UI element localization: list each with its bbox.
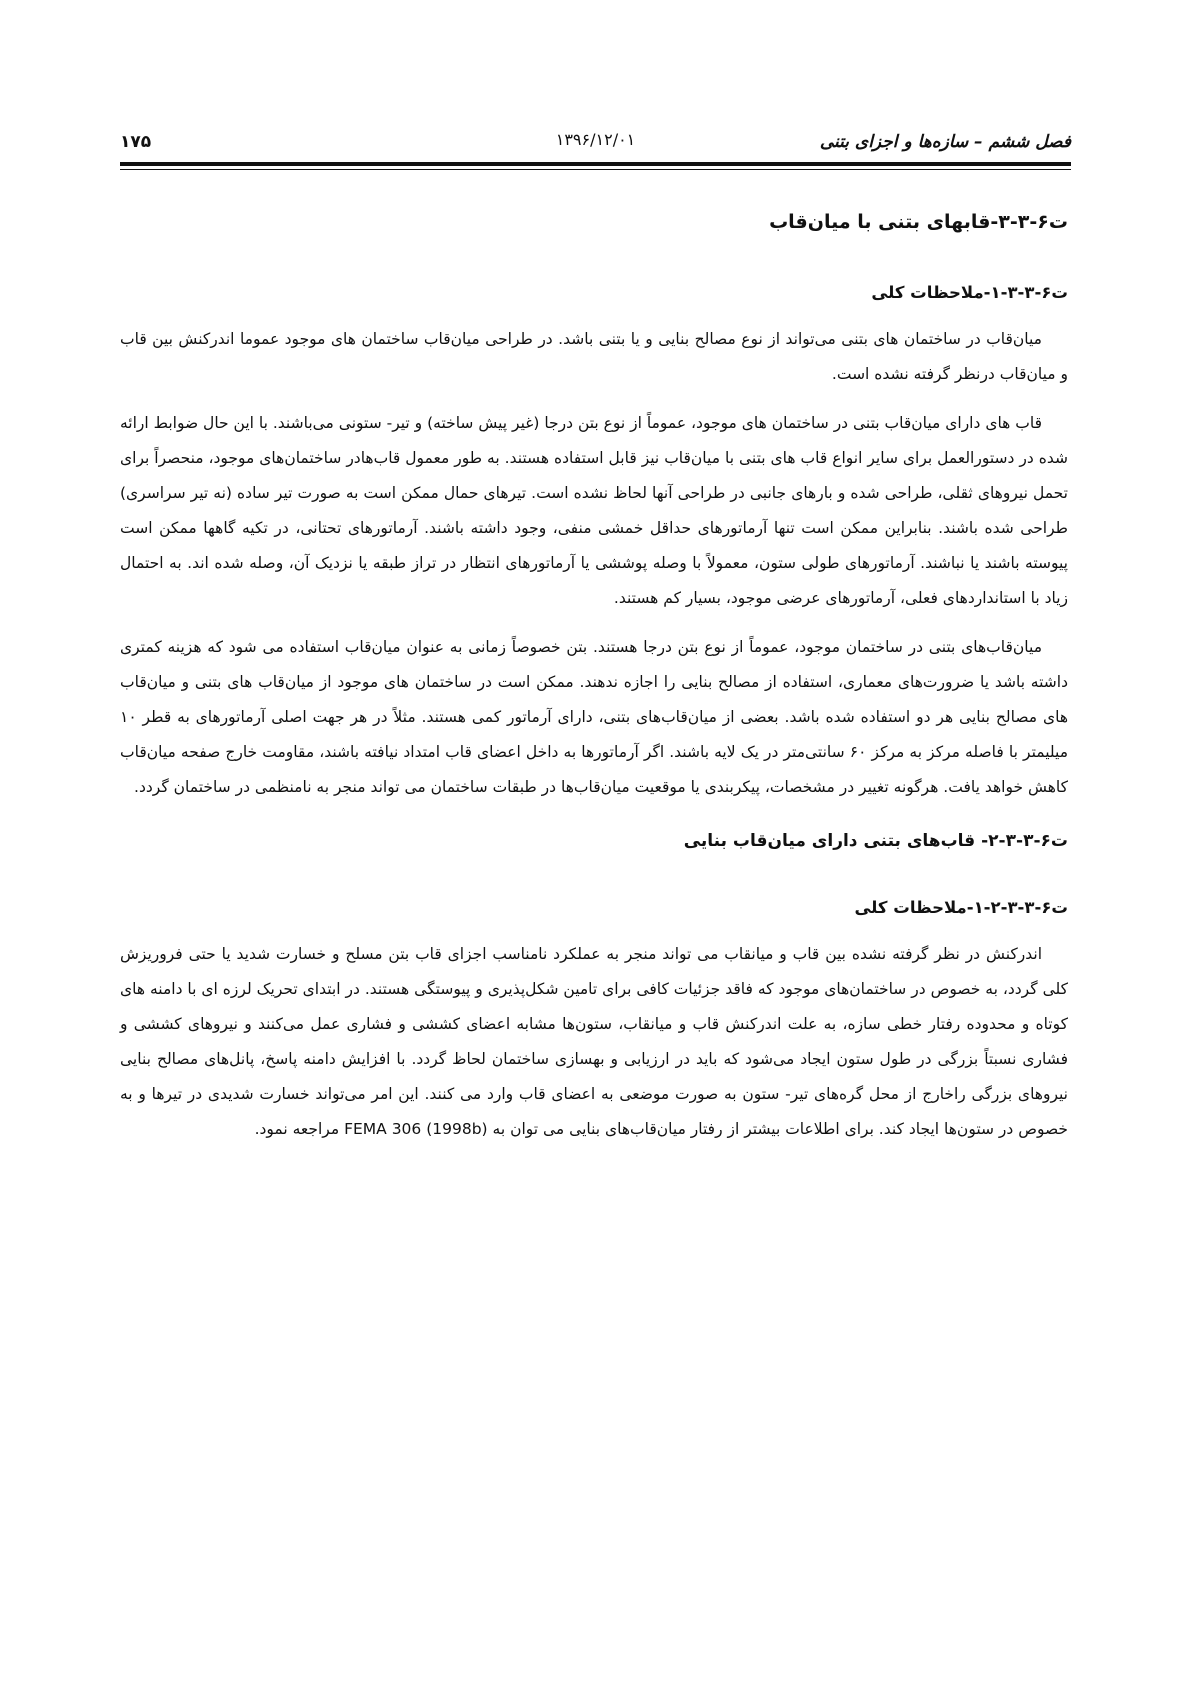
paragraph: میان‌قاب‌های بتنی در ساختمان موجود، عموماً از نوع بتن درجا هستند. بتن خصوصاً زمانی به عنوان میان‌قاب استفاده می شود که هزینه کمتری داشته باشد یا ضرورت‌های معماری، استفاده از مصالح بنایی را اجازه ندهند. ممکن است در ساختمان های موجود از میان‌قاب های بتنی و میان‌قاب های مصالح بنایی هر دو استفاده شده باشد. بعضی از میان‌قاب‌های بتنی، دارای آرماتور کمی هستند. مثلاً در هر جهت اصلی آرماتورهای به قطر ۱۰ میلیمتر با فاصله مرکز به مرکز ۶۰ سانتی‌متر در یک لایه باشند. اگر آرماتورها به داخل اعضای قاب امتداد نیافته باشند، مقاومت خارج صفحه میان‌قاب کاهش خواهد یافت. هرگونه تغییر در مشخصات، پیکربندی یا موقعیت میان‌قاب‌ها در طبقات ساختمان می تواند منجر به نامنظمی در ساختمان گردد.: [120, 638, 1068, 796]
page-header: [120, 128, 1071, 160]
page-number: ۱۷۵: [120, 132, 152, 152]
header-date: ۱۳۹۶/۱۲/۰۱: [555, 130, 636, 149]
section-heading: ت۶-۳-۳-۲- قاب‌های بتنی دارای میان‌قاب بنایی: [683, 831, 1068, 851]
paragraph: اندرکنش در نظر گرفته نشده بین قاب و میانقاب می تواند منجر به عملکرد نامناسب اجزای قاب بتن مسلح و خسارت شدید یا حتی فروریزش کلی گردد، به خصوص در ساختمان‌های موجود که فاقد جزئیات کافی برای تامین شکل‌پذیری و پیوستگی هستند. در ابتدای تحریک لرزه ای با دامنه های کوتاه و محدوده رفتار خطی سازه، به علت اندرکنش قاب و میانقاب، ستون‌ها مشابه اعضای کششی و فشاری عمل می‌کنند و نیروهای کششی و فشاری نسبتاً بزرگی در طول ستون ایجاد می‌شود که باید در ارزیابی و بهسازی ساختمان لحاظ گردد. با افزایش دامنه پاسخ، پانل‌های مصالح بنایی نیروهای بزرگی راخارج از محل گره‌های تیر- ستون به صورت موضعی به اعضای قاب وارد می کنند. این امر می‌تواند خسارت شدیدی در تیرها و به خصوص در ستون‌ها ایجاد کند. برای اطلاعات بیشتر از رفتار میان‌قاب‌های بنایی می توان به FEMA 306 (1998b) مراجعه نمود.: [120, 945, 1068, 1138]
subsection-heading: ت۶-۳-۳-۱-ملاحظات کلی: [871, 283, 1068, 302]
page-body: [120, 200, 1068, 1161]
header-rule-thin: [120, 169, 1071, 170]
paragraph: میان‌قاب در ساختمان های بتنی می‌تواند از نوع مصالح بنایی و یا بتنی باشد. در طراحی میان‌قاب ساختمان های موجود عموما اندرکنش بین قاب و میان‌قاب درنظر گرفته نشده است.: [120, 330, 1068, 383]
header-rule-thick: [120, 162, 1071, 166]
section-heading: ت۶-۳-۳-قابهای بتنی با میان‌قاب: [769, 211, 1068, 233]
paragraph: قاب های دارای میان‌قاب بتنی در ساختمان های موجود، عموماً از نوع بتن درجا (غیر پیش ساخته) و تیر- ستونی می‌باشند. با این حال ضوابط ارائه شده در دستورالعمل برای سایر انواع قاب های بتنی با میان‌قاب نیز قابل استفاده هستند. به طور معمول قاب‌هادر ساختمان‌های موجود، منحصراً برای تحمل نیروهای ثقلی، طراحی شده و بارهای جانبی در طراحی آنها لحاظ نشده است. تیرهای حمال ممکن است به صورت تیر ساده (نه تیر سراسری) طراحی شده باشند. بنابراین ممکن است تنها آرماتورهای حداقل خمشی منفی، وجود داشته باشند. آرماتورهای تحتانی، در تکیه گاهها ممکن است پیوسته باشند یا نباشند. آرماتورهای طولی ستون، معمولاً با وصله پوششی یا آرماتورهای انتظار در تراز طبقه یا نزدیک آن، وصله شده اند. به احتمال زیاد با استانداردهای فعلی، آرماتورهای عرضی موجود، بسیار کم هستند.: [119, 414, 1068, 607]
chapter-title: فصل ششم – سازه‌ها و اجزای بتنی: [819, 132, 1071, 152]
subsection-heading: ت۶-۳-۳-۲-۱-ملاحظات کلی: [854, 898, 1068, 917]
